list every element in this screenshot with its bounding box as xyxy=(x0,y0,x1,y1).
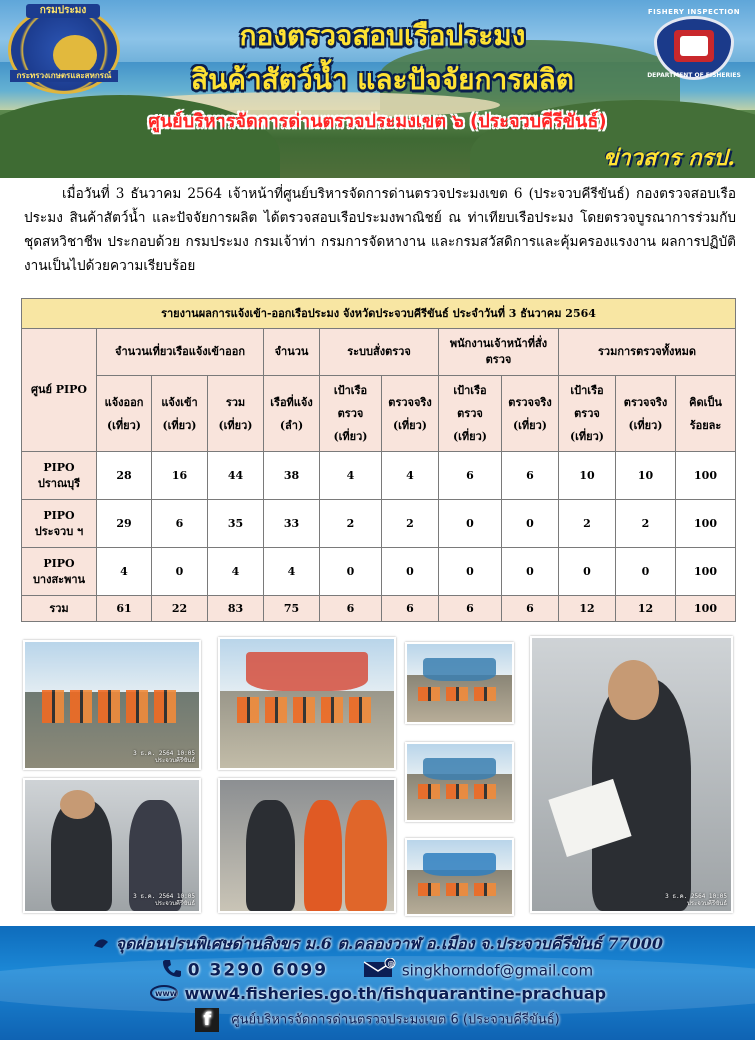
page-subtitle: สินค้าสัตว์น้ำ และปัจจัยการผลิต xyxy=(191,63,574,96)
cell-tot-actual: 2 xyxy=(616,500,676,548)
crew-figures xyxy=(237,697,376,723)
cell-percent: 100 xyxy=(676,452,736,500)
table-row xyxy=(22,548,736,596)
table-subheader-row xyxy=(22,376,736,452)
table-title: รายงานผลการแจ้งเข้า-ออกเรือประมง จังหวัดประจวบคีรีขันธ์ ประจำวันที่ 3 ธันวาคม 2564 xyxy=(22,299,736,329)
crew-figure xyxy=(345,800,387,911)
svg-text:www: www xyxy=(154,988,178,998)
website-link[interactable]: www4.fisheries.go.th/fishquarantine-prachuap xyxy=(184,984,607,1003)
cell-in: 0 xyxy=(152,548,208,596)
website-line xyxy=(0,984,755,1005)
total-out: 61 xyxy=(97,596,152,622)
cell-off-actual: 6 xyxy=(502,452,559,500)
cell-boats: 38 xyxy=(264,452,320,500)
facebook-page-name[interactable]: ศูนย์บริหารจัดการด่านตรวจประมงเขต 6 (ประจวบคีรีขันธ์) xyxy=(231,1012,560,1028)
photo-pier-inspection xyxy=(218,637,396,770)
logo-left-bottom-text: กระทรวงเกษตรและสหกรณ์ xyxy=(10,70,118,82)
photo-crew-id-check xyxy=(218,778,396,913)
photo-timestamp: 3 ธ.ค. 2564 10:05 ประจวบคีรีขันธ์ xyxy=(133,893,195,907)
address: จุดผ่อนปรนพิเศษด่านสิงขร ม.6 ต.คลองวาฬ อ.เมือง จ.ประจวบคีรีขันธ์ 77000 xyxy=(0,932,755,957)
photo-timestamp: 3 ธ.ค. 2564 10:05 ประจวบคีรีขันธ์ xyxy=(665,893,727,907)
page-title: กองตรวจสอบเรือประมง xyxy=(239,19,526,52)
cell-out: 28 xyxy=(97,452,152,500)
cell-sum: 35 xyxy=(208,500,264,548)
globe-icon xyxy=(149,985,179,1005)
col-notify-header: จำนวนเที่ยวเรือแจ้งเข้าออก xyxy=(97,329,264,376)
col-count-header: จำนวน xyxy=(264,329,320,376)
cell-boats: 33 xyxy=(264,500,320,548)
cell-off-target: 6 xyxy=(439,452,502,500)
phone-number[interactable]: 0 3290 6099 xyxy=(187,960,329,981)
sub-percent: คิดเป็น ร้อยละ xyxy=(676,376,736,452)
photo-officer-paperwork xyxy=(530,636,733,913)
row-center-name: PIPO บางสะพาน xyxy=(22,548,97,596)
contact-line xyxy=(0,958,755,983)
phone-icon xyxy=(162,958,182,983)
cell-tot-target: 2 xyxy=(559,500,616,548)
news-tag: ข่าวสาร กรป. xyxy=(603,145,735,171)
cell-off-target: 0 xyxy=(439,548,502,596)
sub-off-actual: ตรวจจริง (เที่ยว) xyxy=(502,376,559,452)
photo-boat-crew xyxy=(405,642,514,724)
table-row xyxy=(22,452,736,500)
col-center-header: ศูนย์ PIPO xyxy=(22,329,97,452)
facebook-icon[interactable]: f xyxy=(195,1008,219,1032)
cell-out: 4 xyxy=(97,548,152,596)
photo-boat-deck xyxy=(405,742,514,822)
crew-figures xyxy=(42,690,181,723)
svg-text:@: @ xyxy=(387,960,395,968)
photo-document-check xyxy=(23,778,201,913)
location-icon xyxy=(92,935,110,954)
cell-percent: 100 xyxy=(676,548,736,596)
sub-in: แจ้งเข้า (เที่ยว) xyxy=(152,376,208,452)
photo-boat-hull xyxy=(405,838,514,916)
crew-figures xyxy=(418,687,502,701)
cell-off-actual: 0 xyxy=(502,548,559,596)
center-name: ศูนย์บริหารจัดการด่านตรวจประมงเขต ๖ (ประจวบคีรีขันธ์) xyxy=(148,111,607,132)
boat-shape xyxy=(246,652,368,691)
table-header-row xyxy=(22,329,736,376)
logo-right-top-text: FISHERY INSPECTION xyxy=(647,8,741,16)
cell-tot-actual: 10 xyxy=(616,452,676,500)
total-percent: 100 xyxy=(676,596,736,622)
sub-tot-actual: ตรวจจริง (เที่ยว) xyxy=(616,376,676,452)
photo-crew-lineup xyxy=(23,640,201,770)
total-sys-target: 6 xyxy=(320,596,382,622)
cell-sys-target: 0 xyxy=(320,548,382,596)
total-tot-actual: 12 xyxy=(616,596,676,622)
row-center-name: PIPO ประจวบ ฯ xyxy=(22,500,97,548)
sub-out: แจ้งออก (เที่ยว) xyxy=(97,376,152,452)
total-boats: 75 xyxy=(264,596,320,622)
footer-contact xyxy=(0,926,755,1040)
cell-in: 16 xyxy=(152,452,208,500)
header-banner xyxy=(0,0,755,178)
boat-shape xyxy=(423,758,497,781)
cell-sum: 44 xyxy=(208,452,264,500)
email-icon xyxy=(362,958,396,983)
cell-sys-actual: 2 xyxy=(382,500,439,548)
total-off-target: 6 xyxy=(439,596,502,622)
sub-off-target: เป้าเรือ ตรวจ (เที่ยว) xyxy=(439,376,502,452)
sub-tot-target: เป้าเรือ ตรวจ (เที่ยว) xyxy=(559,376,616,452)
cell-percent: 100 xyxy=(676,500,736,548)
total-in: 22 xyxy=(152,596,208,622)
cell-sys-actual: 4 xyxy=(382,452,439,500)
table-total-row xyxy=(22,596,736,622)
crew-figure xyxy=(304,800,342,911)
officer-head xyxy=(608,660,660,720)
paragraph-text: เมื่อวันที่ 3 ธันวาคม 2564 เจ้าหน้าที่ศูนย์บริหารจัดการด่านตรวจประมงเขต 6 (ประจวบคีรีขันธ์) กองตรวจสอบเรือประมง สินค้าสัตว์น้ำ และปัจจัยการผลิต ได้ตรวจสอบเรือประมงพาณิชย์ ณ ท่าเทียบเรือประมง โดยตรวจบูรณาการร่วมกับชุดสหวิชาชีพ ประกอบด้วย กรมประมง กรมเจ้าท่า กรมการจัดหางาน และกรมสวัสดิการและคุ้มครองแรงงาน ผลการปฏิบัติงานเป็นไปด้วยความเรียบร้อย xyxy=(24,186,736,274)
logo-left-top-text: กรมประมง xyxy=(26,4,100,18)
col-officer-header: พนักงานเจ้าหน้าที่สั่งตรวจ xyxy=(439,329,559,376)
cell-boats: 4 xyxy=(264,548,320,596)
cell-sys-target: 2 xyxy=(320,500,382,548)
cell-out: 29 xyxy=(97,500,152,548)
col-order-header: ระบบสั่งตรวจ xyxy=(320,329,439,376)
cell-in: 6 xyxy=(152,500,208,548)
cell-sys-target: 4 xyxy=(320,452,382,500)
cell-sys-actual: 0 xyxy=(382,548,439,596)
officer-figure xyxy=(246,800,295,911)
table-title-row xyxy=(22,299,736,329)
col-total-header: รวมการตรวจทั้งหมด xyxy=(559,329,736,376)
cell-tot-actual: 0 xyxy=(616,548,676,596)
crew-figures xyxy=(418,784,502,799)
total-sys-actual: 6 xyxy=(382,596,439,622)
sub-sum: รวม (เที่ยว) xyxy=(208,376,264,452)
logo-right-bottom-text: DEPARTMENT OF FISHERIES xyxy=(647,72,741,79)
cell-off-actual: 0 xyxy=(502,500,559,548)
photo-timestamp: 3 ธ.ค. 2564 10:05 ประจวบคีรีขันธ์ xyxy=(133,750,195,764)
table-row xyxy=(22,500,736,548)
boat-shape xyxy=(423,658,497,681)
email-address[interactable]: singkhorndof@gmail.com xyxy=(401,961,594,980)
cell-off-target: 0 xyxy=(439,500,502,548)
sub-boats: เรือที่แจ้ง (ลำ) xyxy=(264,376,320,452)
total-sum: 83 xyxy=(208,596,264,622)
facebook-line xyxy=(0,1008,755,1032)
sub-sys-actual: ตรวจจริง (เที่ยว) xyxy=(382,376,439,452)
row-center-name: PIPO ปราณบุรี xyxy=(22,452,97,500)
total-off-actual: 6 xyxy=(502,596,559,622)
crew-figures xyxy=(418,883,502,896)
cell-tot-target: 10 xyxy=(559,452,616,500)
total-tot-target: 12 xyxy=(559,596,616,622)
cell-sum: 4 xyxy=(208,548,264,596)
sub-sys-target: เป้าเรือ ตรวจ (เที่ยว) xyxy=(320,376,382,452)
boat-shape xyxy=(423,853,497,875)
total-label: รวม xyxy=(22,596,97,622)
report-table xyxy=(21,298,736,622)
cell-tot-target: 0 xyxy=(559,548,616,596)
news-paragraph xyxy=(24,182,736,278)
